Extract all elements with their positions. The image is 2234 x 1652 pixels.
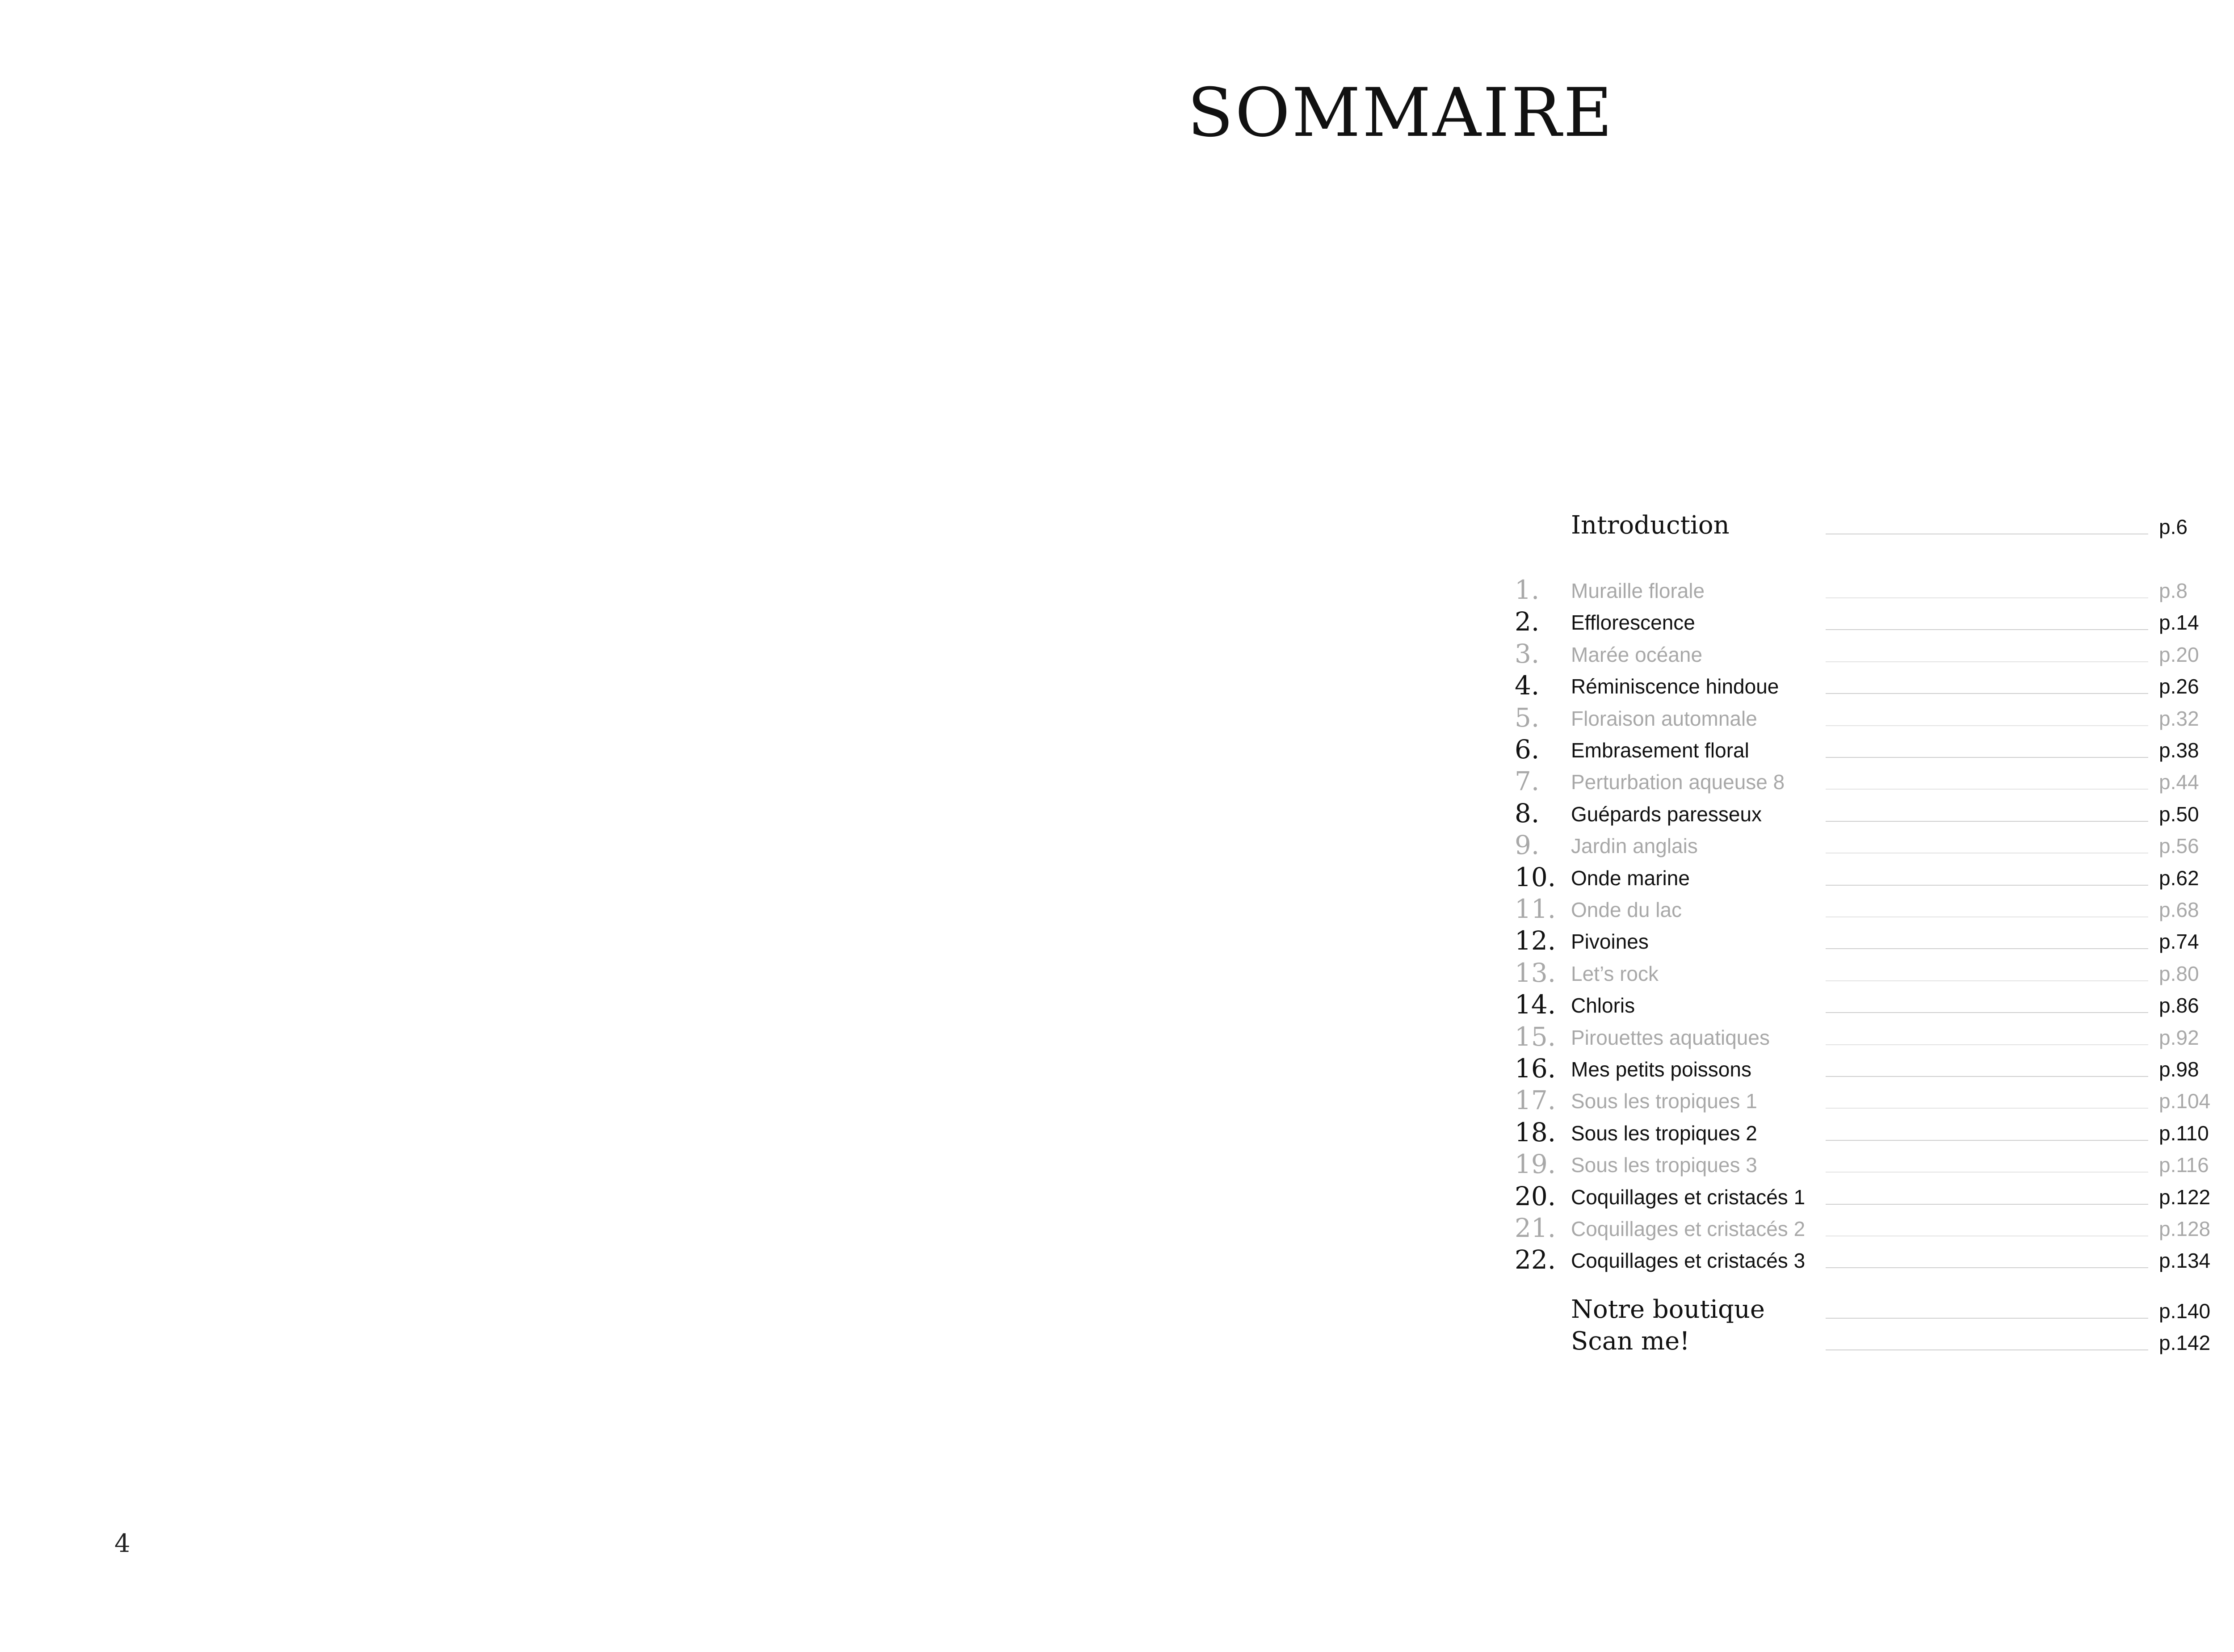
toc-entry-chapter[interactable] (1515, 924, 2234, 956)
toc-entry-page: p.14 (2159, 611, 2199, 635)
leader-line (1826, 725, 2148, 726)
toc-entry-number: 10. (1515, 862, 1556, 892)
toc-entry-label: Marée océane (1571, 643, 1703, 666)
toc-entry-number: 22. (1515, 1244, 1556, 1275)
toc-entry-page: p.38 (2159, 739, 2199, 762)
page-title: SOMMAIRE (1187, 74, 1614, 152)
toc-entry-page: p.8 (2159, 579, 2188, 602)
toc-entry-chapter[interactable] (1515, 828, 2234, 861)
toc-entry-label: Chloris (1571, 994, 1635, 1017)
toc-entry-chapter[interactable] (1515, 733, 2234, 765)
leader-line (1826, 789, 2148, 790)
toc-entry-page: p.20 (2159, 643, 2199, 666)
toc-entry-label: Let’s rock (1571, 962, 1659, 985)
toc-entry-page: p.6 (2159, 515, 2188, 538)
toc-entry-number: 9. (1515, 830, 1540, 861)
leader-line (1826, 885, 2148, 886)
toc-entry-number: 8. (1515, 798, 1540, 828)
toc-entry-page: p.86 (2159, 994, 2199, 1017)
toc-entry-chapter[interactable] (1515, 701, 2234, 733)
toc-entry-number: 15. (1515, 1021, 1556, 1052)
leader-line (1826, 916, 2148, 917)
toc-entry-number: 13. (1515, 957, 1556, 988)
leader-line (1826, 1172, 2148, 1173)
toc-entry-number: 3. (1515, 638, 1540, 669)
toc-entry-extra[interactable] (1515, 1294, 2234, 1326)
toc-entry-label: Coquillages et cristacés 3 (1571, 1249, 1806, 1273)
leader-line (1826, 693, 2148, 694)
toc-entry-number: 4. (1515, 670, 1540, 701)
toc-entry-label: Sous les tropiques 3 (1571, 1153, 1757, 1177)
toc-entry-number: 14. (1515, 989, 1556, 1020)
toc-entry-extra[interactable] (1515, 1325, 2234, 1358)
toc-entry-label: Mes petits poissons (1571, 1058, 1751, 1081)
toc-entry-page: p.68 (2159, 898, 2199, 921)
toc-entry-number: 6. (1515, 734, 1540, 765)
toc-entry-label: Muraille florale (1571, 579, 1705, 602)
toc-entry-chapter[interactable] (1515, 861, 2234, 893)
toc-entry-page: p.116 (2159, 1153, 2209, 1177)
leader-line (1826, 1349, 2148, 1350)
toc-entry-label: Coquillages et cristacés 1 (1571, 1185, 1806, 1209)
toc-entry-label: Coquillages et cristacés 2 (1571, 1217, 1806, 1240)
leader-line (1826, 757, 2148, 758)
toc-entry-label: Scan me! (1571, 1327, 1690, 1356)
toc-entry-number: 11. (1515, 894, 1556, 924)
toc-entry-label: Onde marine (1571, 866, 1690, 890)
toc-entry-page: p.134 (2159, 1249, 2211, 1273)
toc-entry-label: Notre boutique (1571, 1295, 1765, 1324)
toc-entry-page: p.50 (2159, 802, 2199, 826)
toc-entry-label: Floraison automnale (1571, 706, 1757, 730)
toc-entry-label: Réminiscence hindoue (1571, 675, 1779, 698)
toc-entry-chapter[interactable] (1515, 1052, 2234, 1084)
toc-entry-number: 21. (1515, 1213, 1556, 1243)
toc-entry-chapter[interactable] (1515, 669, 2234, 701)
toc-entry-label: Introduction (1571, 511, 1730, 540)
toc-entry-page: p.142 (2159, 1331, 2211, 1355)
toc-entry-chapter[interactable] (1515, 1116, 2234, 1148)
leader-line (1826, 1108, 2148, 1109)
toc-entry-page: p.32 (2159, 706, 2199, 730)
toc-entry-page: p.128 (2159, 1217, 2211, 1240)
toc-entry-page: p.62 (2159, 866, 2199, 890)
leader-line (1826, 821, 2148, 822)
toc-entry-chapter[interactable] (1515, 1148, 2234, 1180)
leader-line (1826, 629, 2148, 630)
toc-entry-label: Perturbation aqueuse 8 (1571, 770, 1785, 794)
toc-entry-chapter[interactable] (1515, 573, 2234, 605)
toc-entry-label: Efflorescence (1571, 611, 1695, 635)
leader-line (1826, 1140, 2148, 1141)
toc-entry-introduction[interactable] (1515, 509, 2234, 542)
toc-entry-chapter[interactable] (1515, 765, 2234, 797)
page-number: 4 (114, 1529, 130, 1558)
toc-entry-label: Guépards paresseux (1571, 802, 1762, 826)
leader-line (1826, 1044, 2148, 1045)
toc-entry-chapter[interactable] (1515, 797, 2234, 829)
toc-entry-chapter[interactable] (1515, 1020, 2234, 1052)
toc-entry-label: Pivoines (1571, 930, 1649, 954)
toc-entry-number: 12. (1515, 925, 1556, 956)
toc-entry-label: Jardin anglais (1571, 834, 1698, 858)
toc-entry-chapter[interactable] (1515, 892, 2234, 925)
toc-entry-label: Sous les tropiques 1 (1571, 1089, 1757, 1113)
toc-entry-chapter[interactable] (1515, 1211, 2234, 1244)
toc-entry-number: 18. (1515, 1117, 1556, 1148)
toc-entry-chapter[interactable] (1515, 988, 2234, 1020)
toc-entry-chapter[interactable] (1515, 956, 2234, 988)
toc-entry-label: Sous les tropiques 2 (1571, 1121, 1757, 1145)
leader-line (1826, 1076, 2148, 1077)
leader-line (1826, 1012, 2148, 1013)
leader-line (1826, 1204, 2148, 1205)
toc-entry-page: p.140 (2159, 1299, 2211, 1323)
toc-entry-page: p.98 (2159, 1058, 2199, 1081)
toc-entry-page: p.80 (2159, 962, 2199, 985)
leader-line (1826, 1318, 2148, 1319)
toc-entry-page: p.26 (2159, 675, 2199, 698)
toc-entry-chapter[interactable] (1515, 1084, 2234, 1116)
toc-entry-label: Embrasement floral (1571, 739, 1749, 762)
leader-line (1826, 948, 2148, 949)
toc-entry-page: p.56 (2159, 834, 2199, 858)
toc-entry-label: Pirouettes aquatiques (1571, 1026, 1770, 1049)
toc-entry-number: 5. (1515, 702, 1540, 733)
toc-entry-number: 17. (1515, 1085, 1556, 1116)
leader-line (1826, 980, 2148, 981)
toc-entry-chapter[interactable] (1515, 1243, 2234, 1275)
leader-line (1826, 1267, 2148, 1268)
toc-entry-number: 1. (1515, 575, 1540, 605)
toc-entry-page: p.110 (2159, 1121, 2209, 1145)
toc-entry-chapter[interactable] (1515, 637, 2234, 669)
toc-entry-number: 16. (1515, 1053, 1556, 1084)
toc-entry-chapter[interactable] (1515, 1180, 2234, 1212)
toc-entry-number: 7. (1515, 766, 1540, 797)
toc-entry-page: p.44 (2159, 770, 2199, 794)
toc-entry-number: 20. (1515, 1181, 1556, 1211)
toc-entry-page: p.74 (2159, 930, 2199, 954)
toc-entry-number: 2. (1515, 606, 1540, 637)
leader-line (1826, 597, 2148, 598)
toc-entry-page: p.122 (2159, 1185, 2211, 1209)
toc-entry-page: p.104 (2159, 1089, 2211, 1113)
leader-line (1826, 661, 2148, 662)
toc-entry-chapter[interactable] (1515, 605, 2234, 637)
toc-entry-number: 19. (1515, 1149, 1556, 1180)
toc-entry-page: p.92 (2159, 1026, 2199, 1049)
toc-entry-label: Onde du lac (1571, 898, 1682, 921)
